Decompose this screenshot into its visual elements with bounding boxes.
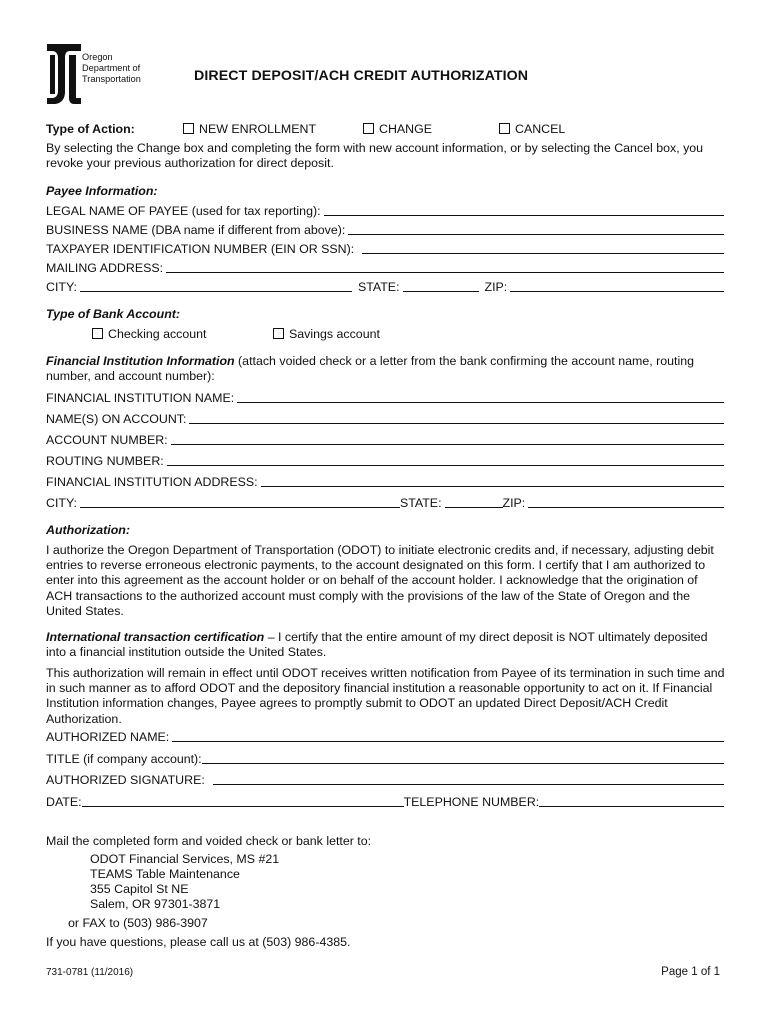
intl-text: – I certify that the entire amount of my direct deposit is NOT ultimately deposited into a financial institution outside the United States. xyxy=(46,630,708,660)
fin-address-field[interactable] xyxy=(261,476,724,487)
checking-checkbox[interactable] xyxy=(92,328,103,339)
names-on-account-label: NAME(S) ON ACCOUNT: xyxy=(46,412,187,426)
payee-zip-field[interactable] xyxy=(510,281,724,292)
payee-city-label: CITY: xyxy=(46,280,77,294)
address-line-1: ODOT Financial Services, MS #21 xyxy=(90,852,280,866)
mailing-label: MAILING ADDRESS: xyxy=(46,261,164,275)
date-row xyxy=(46,793,724,809)
payee-state-label: STATE: xyxy=(357,280,400,294)
checking-option[interactable] xyxy=(92,327,207,341)
address-line-3: 355 Capitol St NE xyxy=(90,882,189,896)
payee-zip-label: ZIP: xyxy=(484,280,508,294)
odot-logo xyxy=(46,42,156,108)
new-enrollment-option[interactable] xyxy=(183,122,316,136)
account-number-row xyxy=(46,431,724,447)
telephone-field[interactable] xyxy=(539,796,724,807)
fin-name-row xyxy=(46,389,724,405)
business-name-field[interactable] xyxy=(348,224,724,235)
checking-label: Checking account xyxy=(108,327,207,341)
logo-text xyxy=(82,52,141,85)
fin-heading-block xyxy=(46,354,726,384)
tin-field[interactable] xyxy=(362,243,724,254)
signature-label: AUTHORIZED SIGNATURE: xyxy=(46,773,205,787)
fin-city-row xyxy=(46,494,724,510)
fin-name-field[interactable] xyxy=(237,392,724,403)
business-name-label: BUSINESS NAME (DBA name if different from above): xyxy=(46,223,346,237)
fin-heading: Financial Institution Information xyxy=(46,354,235,368)
date-field[interactable] xyxy=(82,796,404,807)
savings-label: Savings account xyxy=(289,327,380,341)
account-number-field[interactable] xyxy=(171,434,724,445)
change-label: CHANGE xyxy=(379,122,433,136)
savings-checkbox[interactable] xyxy=(273,328,284,339)
cancel-label: CANCEL xyxy=(515,122,566,136)
cancel-checkbox[interactable] xyxy=(499,123,510,134)
questions-line: If you have questions, please call us at (503) 986-4385. xyxy=(46,935,351,949)
telephone-label: TELEPHONE NUMBER: xyxy=(403,795,540,809)
action-label: Type of Action: xyxy=(46,122,135,136)
fin-zip-field[interactable] xyxy=(528,497,724,508)
routing-number-row xyxy=(46,452,724,468)
legal-name-field[interactable] xyxy=(324,205,724,216)
authorized-name-field[interactable] xyxy=(172,731,724,742)
form-number: 731-0781 (11/2016) xyxy=(46,967,134,978)
address-line-4: Salem, OR 97301-3871 xyxy=(90,897,221,911)
title-row xyxy=(46,750,724,766)
title-label: TITLE (if company account): xyxy=(46,752,202,766)
odot-logo-icon xyxy=(46,42,82,106)
form-title: DIRECT DEPOSIT/ACH CREDIT AUTHORIZATION xyxy=(194,68,529,84)
payee-heading: Payee Information: xyxy=(46,184,158,198)
tin-row xyxy=(46,240,724,256)
fin-city-label: CITY: xyxy=(46,496,77,510)
logo-line-3: Transportation xyxy=(82,74,141,84)
business-name-row xyxy=(46,221,724,237)
signature-field[interactable] xyxy=(213,774,724,785)
account-number-label: ACCOUNT NUMBER: xyxy=(46,433,168,447)
intl-block xyxy=(46,630,726,660)
authorized-name-row xyxy=(46,728,724,744)
authorized-name-label: AUTHORIZED NAME: xyxy=(46,730,170,744)
date-label: DATE: xyxy=(46,795,82,809)
mailing-field[interactable] xyxy=(166,262,724,273)
payee-city-row xyxy=(46,278,724,294)
fin-address-label: FINANCIAL INSTITUTION ADDRESS: xyxy=(46,475,258,489)
names-on-account-row xyxy=(46,410,724,426)
fin-state-field[interactable] xyxy=(445,497,503,508)
fin-state-label: STATE: xyxy=(399,496,442,510)
names-on-account-field[interactable] xyxy=(189,413,724,424)
page-number: Page 1 of 1 xyxy=(661,966,720,978)
mailing-row xyxy=(46,259,724,275)
bank-type-heading: Type of Bank Account: xyxy=(46,307,181,321)
fin-zip-label: ZIP: xyxy=(502,496,526,510)
payee-city-field[interactable] xyxy=(80,281,352,292)
action-note: By selecting the Change box and completing the form with new account information, or by selecting the Cancel box, you revoke your previous authorization for direct deposit. xyxy=(46,141,704,171)
mail-address xyxy=(90,852,279,912)
effect-text: This authorization will remain in effect until ODOT receives written notification from Payee of its termination in such time and in such manner as to afford ODOT and the depository financial institution a reasonable opportunity to act on it. If Financial Institution information changes, Payee agrees to promptly submit to ODOT an updated Direct Deposit/ACH Credit Authorization. xyxy=(46,666,725,726)
logo-line-1: Oregon xyxy=(82,52,113,62)
tin-label: TAXPAYER IDENTIFICATION NUMBER (EIN OR SSN): xyxy=(46,242,355,256)
auth-heading: Authorization: xyxy=(46,523,130,537)
routing-number-field[interactable] xyxy=(167,455,724,466)
auth-text: I authorize the Oregon Department of Transportation (ODOT) to initiate electronic credits and, if necessary, adjusting debit entries to reverse erroneous electronic payments, to the account designated on this form. I certify that I am authorized to enter into this agreement as the account holder or on behalf of the account holder. I acknowledge that the origination of ACH transactions to the authorized account must comply with the provisions of the law of the State of Oregon and the United States. xyxy=(46,543,714,618)
logo-line-2: Department of xyxy=(82,63,141,73)
legal-name-row xyxy=(46,202,724,218)
intl-heading: International transaction certification xyxy=(46,630,265,644)
routing-number-label: ROUTING NUMBER: xyxy=(46,454,164,468)
cancel-option[interactable] xyxy=(499,122,565,136)
change-option[interactable] xyxy=(363,122,432,136)
legal-name-label: LEGAL NAME OF PAYEE (used for tax reporting): xyxy=(46,204,321,218)
new-enrollment-label: NEW ENROLLMENT xyxy=(199,122,317,136)
change-checkbox[interactable] xyxy=(363,123,374,134)
mail-intro: Mail the completed form and voided check or bank letter to: xyxy=(46,834,372,848)
fin-address-row xyxy=(46,473,724,489)
address-line-2: TEAMS Table Maintenance xyxy=(90,867,240,881)
fin-heading-note: (attach voided check or a letter from the bank confirming the account name, routing number, and account number): xyxy=(46,354,694,384)
fin-name-label: FINANCIAL INSTITUTION NAME: xyxy=(46,391,235,405)
new-enrollment-checkbox[interactable] xyxy=(183,123,194,134)
fax-line: or FAX to (503) 986-3907 xyxy=(68,916,208,930)
payee-state-field[interactable] xyxy=(403,281,479,292)
signature-row xyxy=(46,771,724,787)
savings-option[interactable] xyxy=(273,327,380,341)
fin-city-field[interactable] xyxy=(80,497,400,508)
title-field[interactable] xyxy=(202,753,724,764)
